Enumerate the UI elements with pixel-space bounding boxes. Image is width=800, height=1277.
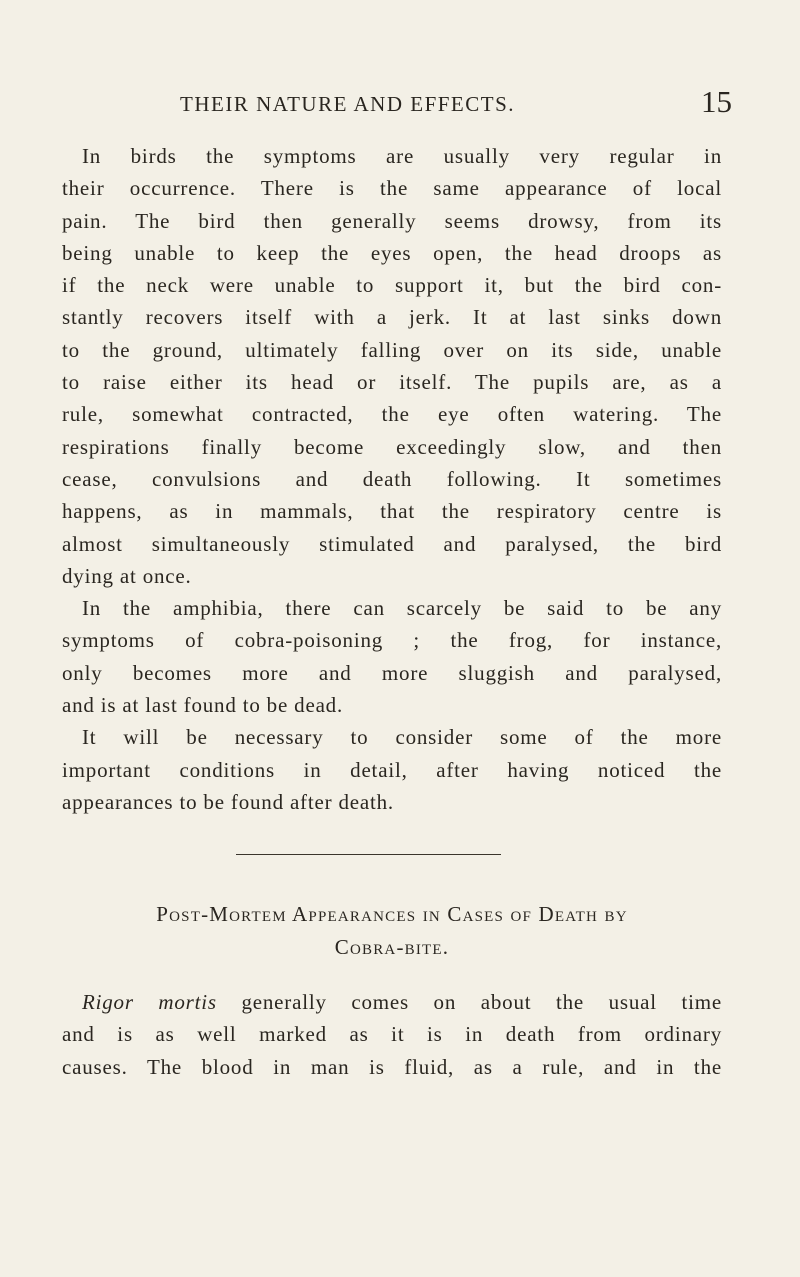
running-title: THEIR NATURE AND EFFECTS. — [180, 92, 516, 116]
section-heading — [62, 898, 722, 964]
text-line: their occurrence. There is the same appearance of local — [62, 176, 722, 201]
page-number: 15 — [701, 84, 732, 119]
italic-term: Rigor mortis — [82, 990, 217, 1014]
text-line: only becomes more and more sluggish and paralysed, — [62, 660, 722, 685]
section-divider — [236, 854, 501, 855]
body-text — [62, 140, 722, 818]
text-line: rule, somewhat contracted, the eye often watering. The — [62, 402, 722, 427]
text-line: It will be necessary to consider some of the more — [82, 725, 722, 750]
text-line: to the ground, ultimately falling over on its side, unable — [62, 337, 722, 362]
text-line: and is as well marked as it is in death from ordinary — [62, 1022, 722, 1047]
text-line: happens, as in mammals, that the respiratory centre is — [62, 499, 722, 524]
text-line: cease, convulsions and death following. It sometimes — [62, 466, 722, 491]
running-head — [60, 84, 730, 124]
text-line — [62, 986, 722, 1018]
section-heading-line: Cobra-bite. — [334, 935, 450, 959]
text-line: pain. The bird then generally seems drowsy, from its — [62, 208, 722, 233]
text-line: stantly recovers itself with a jerk. It at last sinks down — [62, 305, 722, 330]
text-line: symptoms of cobra-poisoning ; the frog, for instance, — [62, 628, 722, 653]
text-line: dying at once. — [62, 563, 192, 588]
section-body — [62, 986, 722, 1083]
text-line: if the neck were unable to support it, but the bird con- — [62, 273, 722, 298]
text-run: generally comes on about the usual time — [216, 990, 722, 1014]
text-line: and is at last found to be dead. — [62, 693, 344, 718]
section-heading-line: Post-Mortem Appearances in Cases of Death by — [156, 902, 628, 926]
text-line: respirations finally become exceedingly slow, and then — [62, 434, 722, 459]
text-line: almost simultaneously stimulated and paralysed, the bird — [62, 531, 722, 556]
text-line: important conditions in detail, after having noticed the — [62, 757, 722, 782]
text-line: to raise either its head or itself. The pupils are, as a — [62, 370, 722, 395]
text-line: being unable to keep the eyes open, the head droops as — [62, 240, 722, 265]
text-line: In the amphibia, there can scarcely be said to be any — [82, 596, 722, 621]
text-line: causes. The blood in man is fluid, as a rule, and in the — [62, 1054, 722, 1079]
text-line: In birds the symptoms are usually very regular in — [82, 144, 722, 168]
text-line: appearances to be found after death. — [62, 789, 394, 814]
